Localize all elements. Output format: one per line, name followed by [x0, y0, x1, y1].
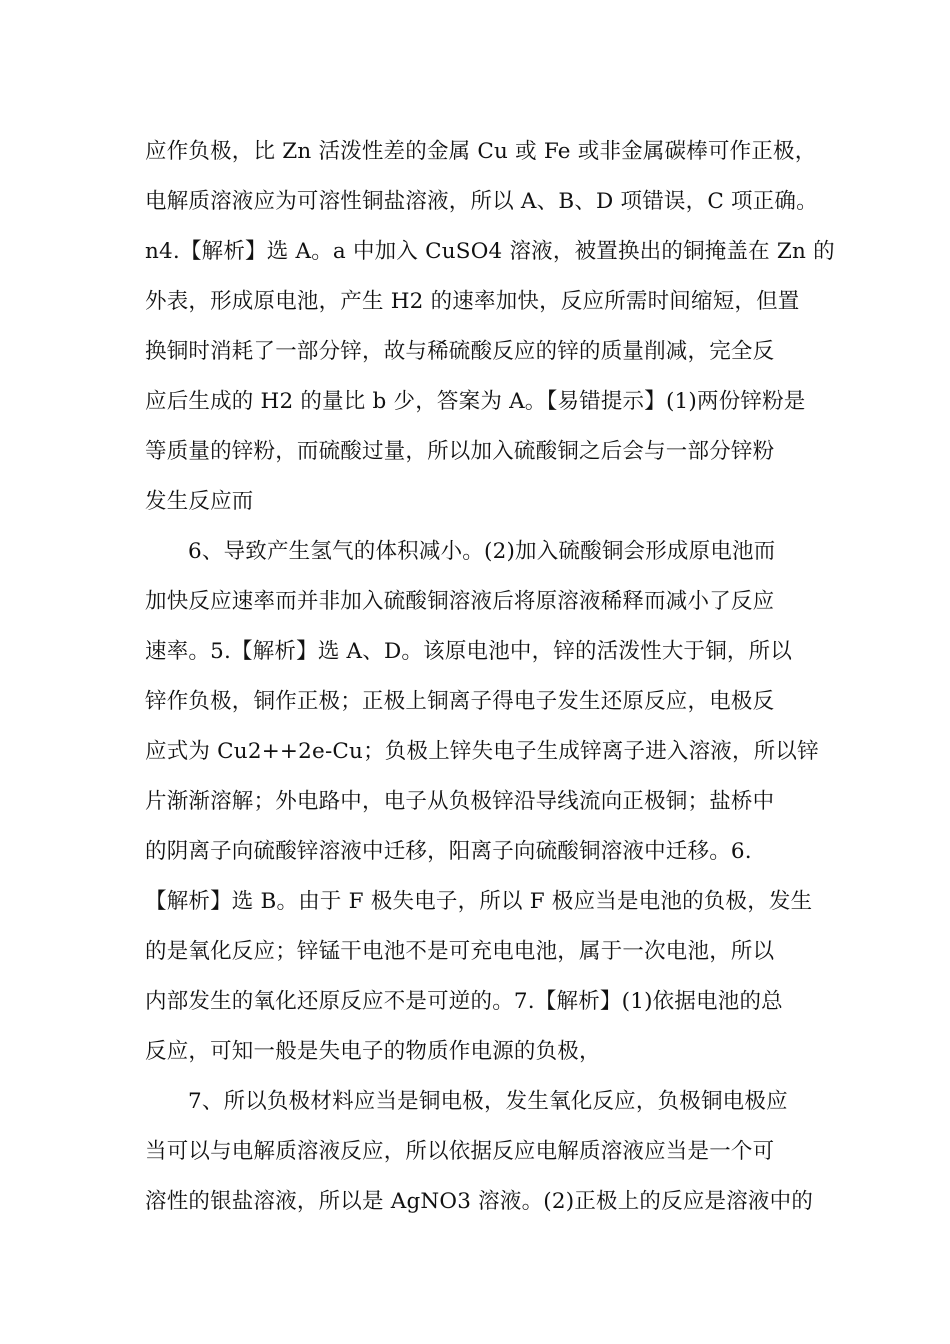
text-line: 当可以与电解质溶液反应，所以依据反应电解质溶液应当是一个可 — [145, 1139, 775, 1164]
text-line: 内部发生的氧化还原反应不是可逆的。7.【解析】(1)依据电池的总 — [145, 989, 783, 1014]
text-line: 发生反应而 — [145, 489, 254, 514]
text-line: 换铜时消耗了一部分锌，故与稀硫酸反应的锌的质量削减，完全反 — [145, 339, 775, 364]
text-line: 应式为 Cu2++2e-Cu；负极上锌失电子生成锌离子进入溶液，所以锌 — [145, 739, 819, 764]
text-line: n4.【解析】选 A。a 中加入 CuSO4 溶液，被置换出的铜掩盖在 Zn 的 — [145, 239, 835, 264]
text-line: 等质量的锌粉，而硫酸过量，所以加入硫酸铜之后会与一部分锌粉 — [145, 439, 775, 464]
text-line: 速率。5.【解析】选 A、D。该原电池中，锌的活泼性大于铜，所以 — [145, 639, 793, 664]
text-line: 片渐渐溶解；外电路中，电子从负极锌沿导线流向正极铜；盐桥中 — [145, 789, 775, 814]
text-line: 应作负极，比 Zn 活泼性差的金属 Cu 或 Fe 或非金属碳棒可作正极， — [145, 139, 817, 164]
text-line: 7、所以负极材料应当是铜电极，发生氧化反应，负极铜电极应 — [188, 1089, 788, 1114]
text-line: 的阴离子向硫酸锌溶液中迁移，阳离子向硫酸铜溶液中迁移。6. — [145, 839, 752, 864]
text-line: 电解质溶液应为可溶性铜盐溶液，所以 A、B、D 项错误，C 项正确。 — [145, 189, 818, 214]
text-line: 溶性的银盐溶液，所以是 AgNO3 溶液。(2)正极上的反应是溶液中的 — [145, 1189, 814, 1214]
text-line: 外表，形成原电池，产生 H2 的速率加快，反应所需时间缩短，但置 — [145, 289, 800, 314]
text-line: 反应，可知一般是失电子的物质作电源的负极， — [145, 1039, 601, 1064]
text-line: 应后生成的 H2 的量比 b 少，答案为 A。【易错提示】(1)两份锌粉是 — [145, 389, 806, 414]
text-line: 的是氧化反应；锌锰干电池不是可充电电池，属于一次电池，所以 — [145, 939, 775, 964]
text-line: 加快反应速率而并非加入硫酸铜溶液后将原溶液稀释而减小了反应 — [145, 589, 775, 614]
text-line: 6、导致产生氢气的体积减小。(2)加入硫酸铜会形成原电池而 — [188, 539, 776, 564]
text-line: 【解析】选 B。由于 F 极失电子，所以 F 极应当是电池的负极，发生 — [145, 889, 813, 914]
text-line: 锌作负极，铜作正极；正极上铜离子得电子发生还原反应，电极反 — [145, 689, 775, 714]
